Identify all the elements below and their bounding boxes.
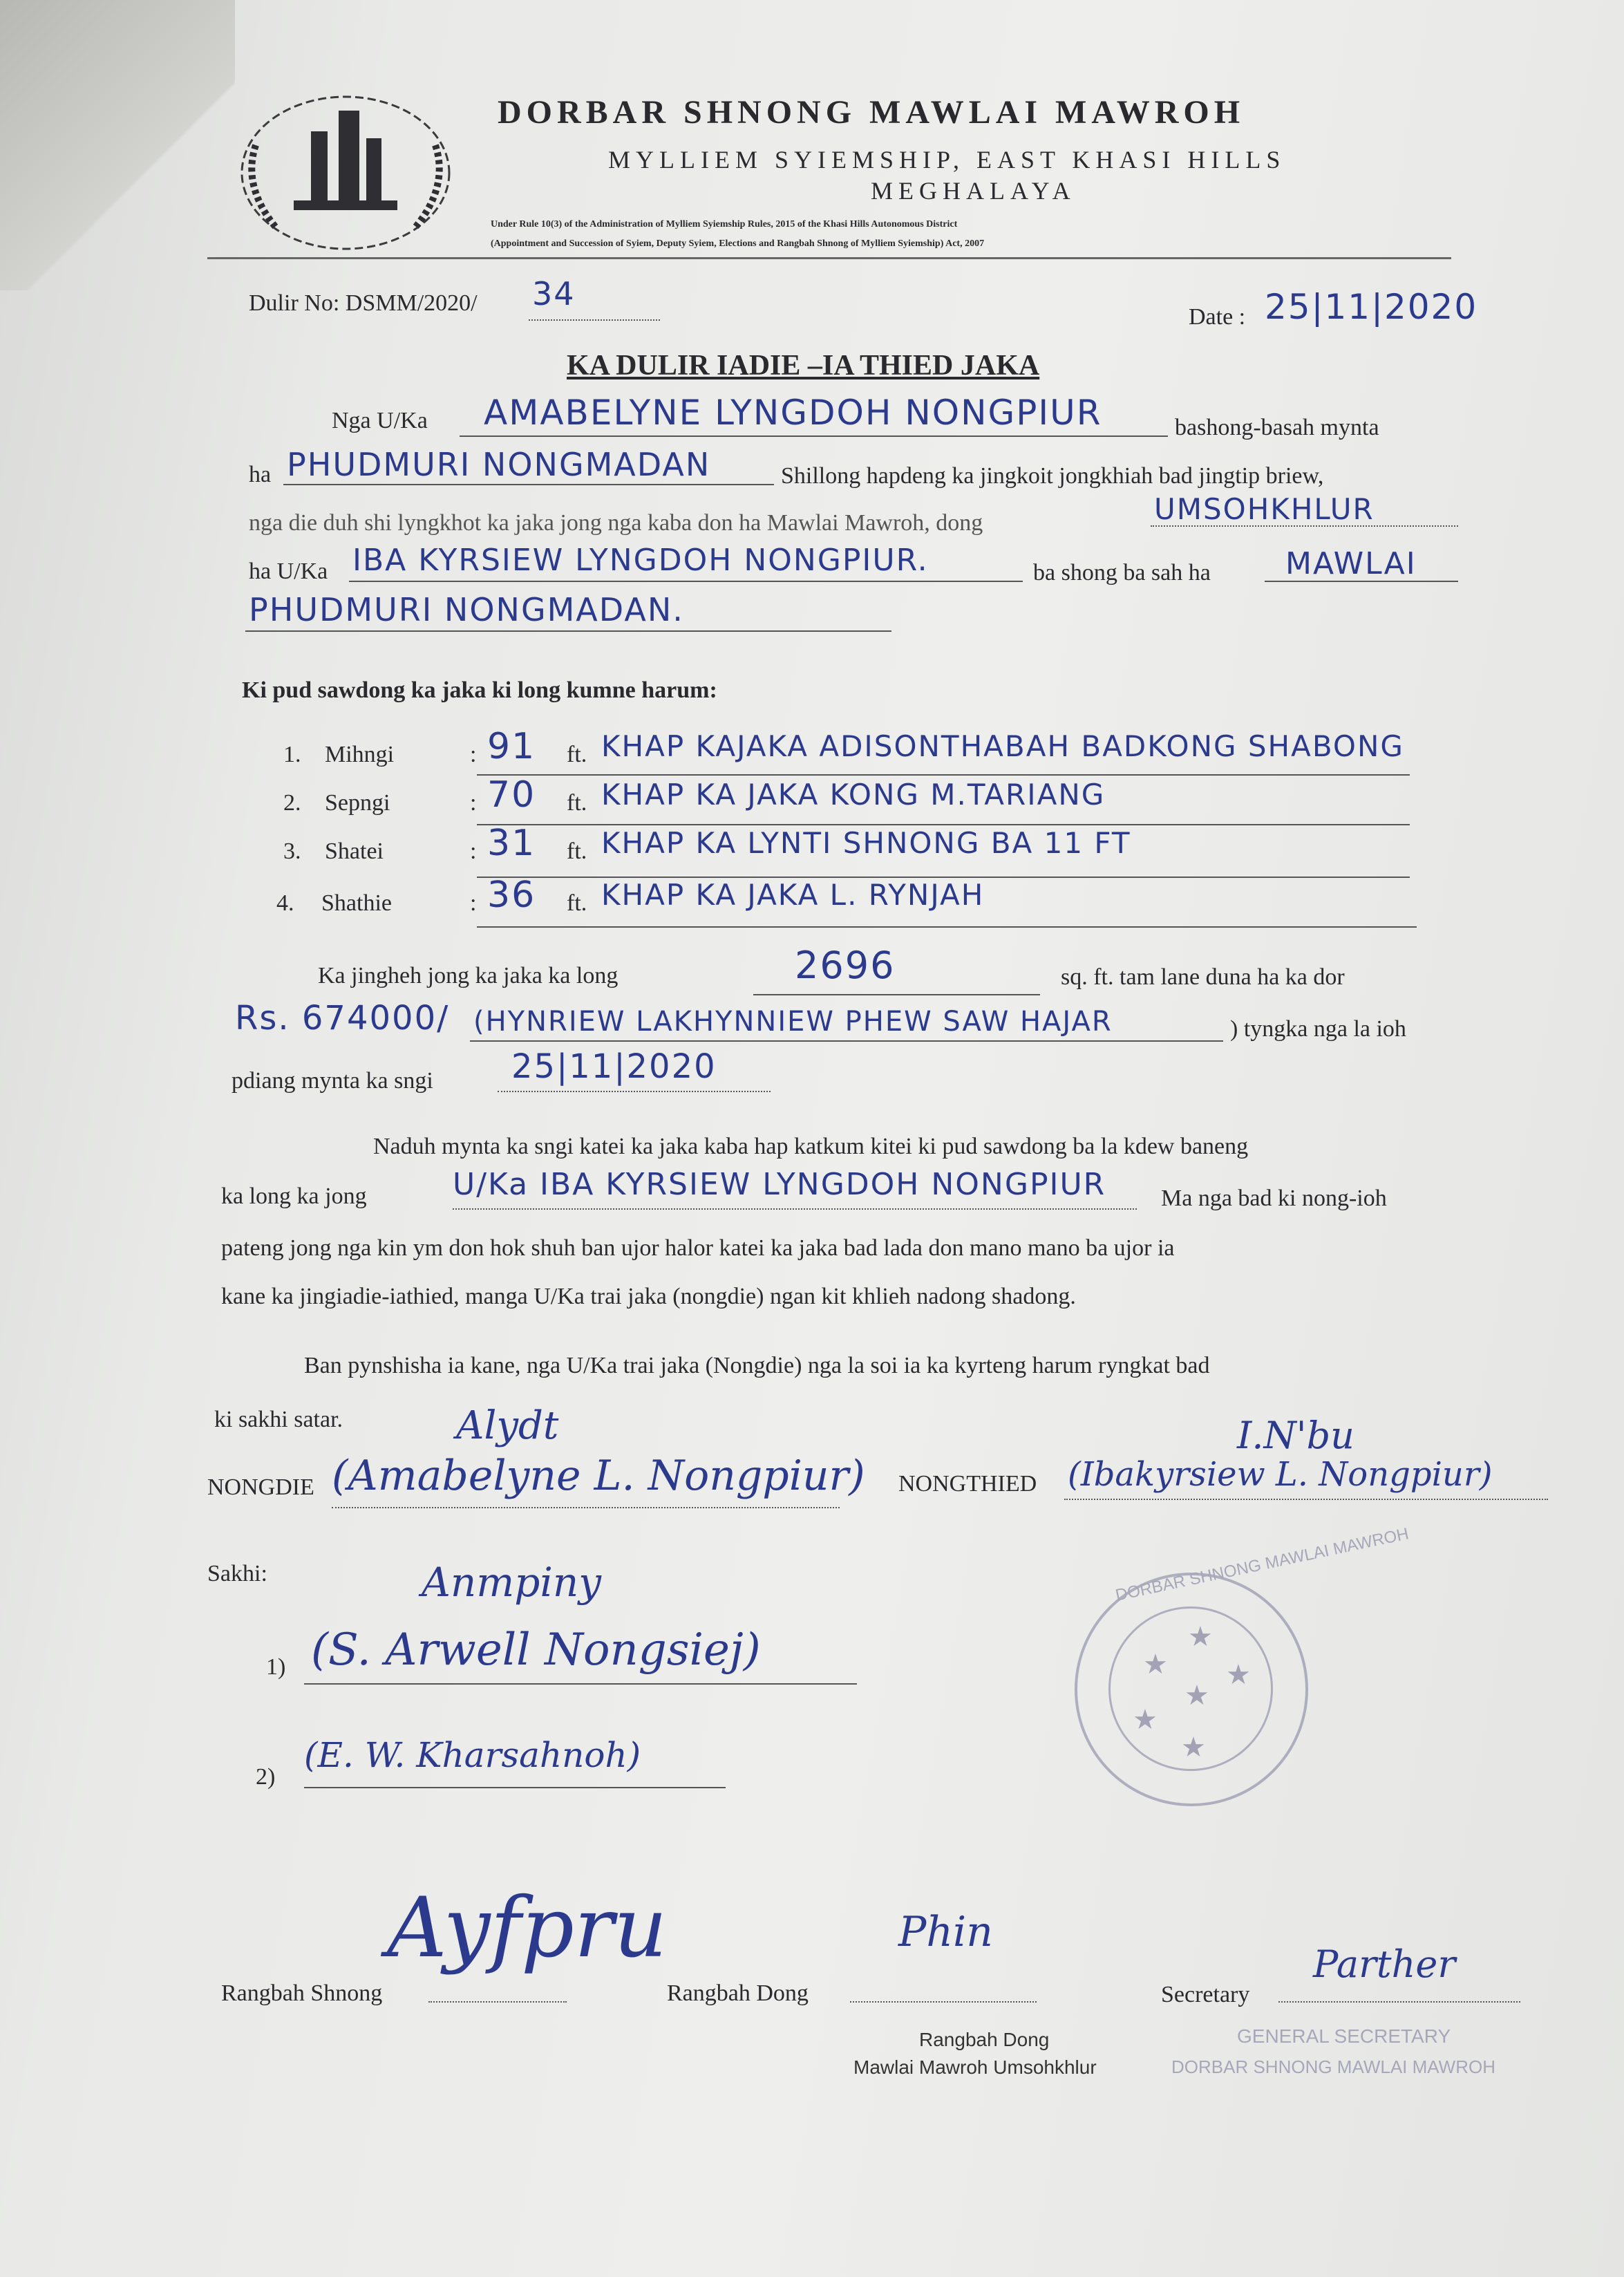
area-text-4: pdiang mynta ka sngi — [232, 1068, 433, 1094]
stamp-rangbah-dong-2: Mawlai Mawroh Umsohkhlur — [853, 2056, 1097, 2078]
boundary-heading: Ki pud sawdong ka jaka ki long kumne harum: — [242, 677, 717, 703]
boundary-length: 31 — [487, 823, 536, 864]
seal-text: DORBAR SHNONG MAWLAI MAWROH — [1113, 1524, 1410, 1605]
para3-text-1: Ban pynshisha ia kane, nga U/Ka trai jaka (Nongdie) nga la soi ia ka kyrteng harum ryngkat bad — [304, 1353, 1210, 1378]
header-divider — [207, 257, 1451, 259]
boundary-length: 70 — [487, 774, 536, 816]
nongdie-signature: (Amabelyne L. Nongpiur) — [332, 1452, 865, 1500]
dorbar-logo — [228, 83, 463, 263]
ref-number: 34 — [532, 275, 576, 312]
header-subtitle: MYLLIEM SYIEMSHIP, EAST KHASI HILLS — [608, 146, 1286, 174]
dorbar-seal: ★ ★ ★ ★ ★ ★ — [1075, 1573, 1308, 1806]
witness-1-signature: (S. Arwell Nongsiej) — [311, 1624, 761, 1676]
boundary-description: KHAP KA JAKA L. RYNJAH — [601, 878, 985, 912]
buyer-signature-scrawl: I.N'bu — [1237, 1414, 1354, 1457]
boundary-description: KHAP KA LYNTI SHNONG BA 11 FT — [601, 826, 1131, 860]
boundary-direction: Sepngi — [325, 790, 390, 816]
para3-text-2: ki sakhi satar. — [214, 1407, 343, 1432]
seller-signature-scrawl: Alydt — [456, 1403, 559, 1448]
para1-text-3: ha — [249, 462, 272, 487]
para2-text-3: Ma nga bad ki nong-ioh — [1161, 1186, 1387, 1211]
folded-corner — [0, 0, 235, 290]
witness-1-scrawl: Anmpiny — [422, 1559, 602, 1606]
para1-text-1: Nga U/Ka — [332, 408, 428, 433]
buyer-place-1: MAWLAI — [1285, 546, 1417, 581]
date-value: 25|11|2020 — [1265, 287, 1478, 327]
secretary-signature-scrawl: Parther — [1313, 1942, 1456, 1986]
stamp-rangbah-dong-1: Rangbah Dong — [919, 2029, 1050, 2050]
witness-2-signature: (E. W. Kharsahnoh) — [304, 1735, 641, 1775]
rangbah-shnong-signature-scrawl: Ayfpru — [387, 1880, 668, 1976]
area-text-3: ) tyngka nga la ioh — [1230, 1016, 1406, 1042]
para1-text-2: bashong-basah mynta — [1175, 415, 1379, 440]
boundary-direction: Shathie — [321, 890, 392, 916]
nongthied-label: NONGTHIED — [898, 1471, 1037, 1497]
para2-text-1: Naduh mynta ka sngi katei ka jaka kaba hap katkum kitei ki pud sawdong ba la kdew baneng — [373, 1134, 1249, 1159]
boundary-direction: Mihngi — [325, 742, 395, 767]
header-rule-1: Under Rule 10(3) of the Administration of Mylliem Syiemship Rules, 2015 of the Khasi Hills Autonomous District — [491, 219, 958, 229]
header-rule-2: (Appointment and Succession of Syiem, Deputy Syiem, Elections and Rangbah Shnong of Mylliem Syiemship) Act, 2007 — [491, 238, 985, 249]
para2-text-4: pateng jong nga kin ym don hok shuh ban ujor halor katei ka jaka bad lada don mano mano ba ujor ia — [221, 1235, 1175, 1261]
header-state: MEGHALAYA — [871, 177, 1076, 205]
area-text-1: Ka jingheh jong ka jaka ka long — [318, 963, 619, 988]
seller-place: PHUDMURI NONGMADAN — [287, 446, 711, 483]
para1-text-6: ha U/Ka — [249, 559, 328, 584]
nongdie-label: NONGDIE — [207, 1474, 314, 1500]
sakhi-label: Sakhi: — [207, 1561, 267, 1586]
secretary-label: Secretary — [1161, 1982, 1250, 2007]
area-text-2: sq. ft. tam lane duna ha ka dor — [1061, 964, 1345, 990]
payment-date: 25|11|2020 — [511, 1047, 717, 1086]
boundary-length: 36 — [487, 874, 536, 916]
rangbah-shnong-label: Rangbah Shnong — [221, 1980, 383, 2006]
buyer-name: IBA KYRSIEW LYNGDOH NONGPIUR. — [352, 543, 929, 578]
buyer-place-2: PHUDMURI NONGMADAN. — [249, 591, 684, 628]
nongthied-signature: (Ibakyrsiew L. Nongpiur) — [1068, 1455, 1493, 1494]
dong-name: UMSOHKHLUR — [1154, 492, 1375, 526]
boundary-length: 91 — [487, 726, 536, 767]
boundary-direction: Shatei — [325, 838, 384, 864]
para1-text-4: Shillong hapdeng ka jingkoit jongkhiah bad jingtip briew, — [781, 463, 1324, 489]
para1-text-5: nga die duh shi lyngkhot ka jaka jong nga kaba don ha Mawlai Mawroh, dong — [249, 510, 983, 536]
rangbah-dong-signature-scrawl: Phin — [898, 1908, 993, 1956]
stamp-general-secretary-2: DORBAR SHNONG MAWLAI MAWROH — [1171, 2056, 1495, 2077]
boundary-description: KHAP KAJAKA ADISONTHABAH BADKONG SHABONG — [601, 729, 1404, 763]
stamp-general-secretary-1: GENERAL SECRETARY — [1237, 2025, 1451, 2047]
area-value: 2696 — [795, 944, 896, 987]
document-title: KA DULIR IADIE –IA THIED JAKA — [567, 350, 1040, 382]
rangbah-dong-label: Rangbah Dong — [667, 1980, 809, 2006]
ref-label: Dulir No: DSMM/2020/ — [249, 290, 478, 316]
boundary-description: KHAP KA JAKA KONG M.TARIANG — [601, 778, 1106, 812]
seller-name: AMABELYNE LYNGDOH NONGPIUR — [484, 393, 1102, 433]
para2-buyer: U/Ka IBA KYRSIEW LYNGDOH NONGPIUR — [453, 1167, 1106, 1202]
para2-text-2: ka long ka jong — [221, 1183, 367, 1209]
para1-text-7: ba shong ba sah ha — [1033, 560, 1211, 585]
date-label: Date : — [1189, 304, 1246, 330]
price-words: (HYNRIEW LAKHYNNIEW PHEW SAW HAJAR — [473, 1006, 1113, 1038]
header-org: DORBAR SHNONG MAWLAI MAWROH — [498, 94, 1245, 131]
para2-text-5: kane ka jingiadie-iathied, manga U/Ka trai jaka (nongdie) ngan kit khlieh nadong shadong. — [221, 1284, 1076, 1309]
price-amount: Rs. 674000/ — [235, 999, 450, 1038]
